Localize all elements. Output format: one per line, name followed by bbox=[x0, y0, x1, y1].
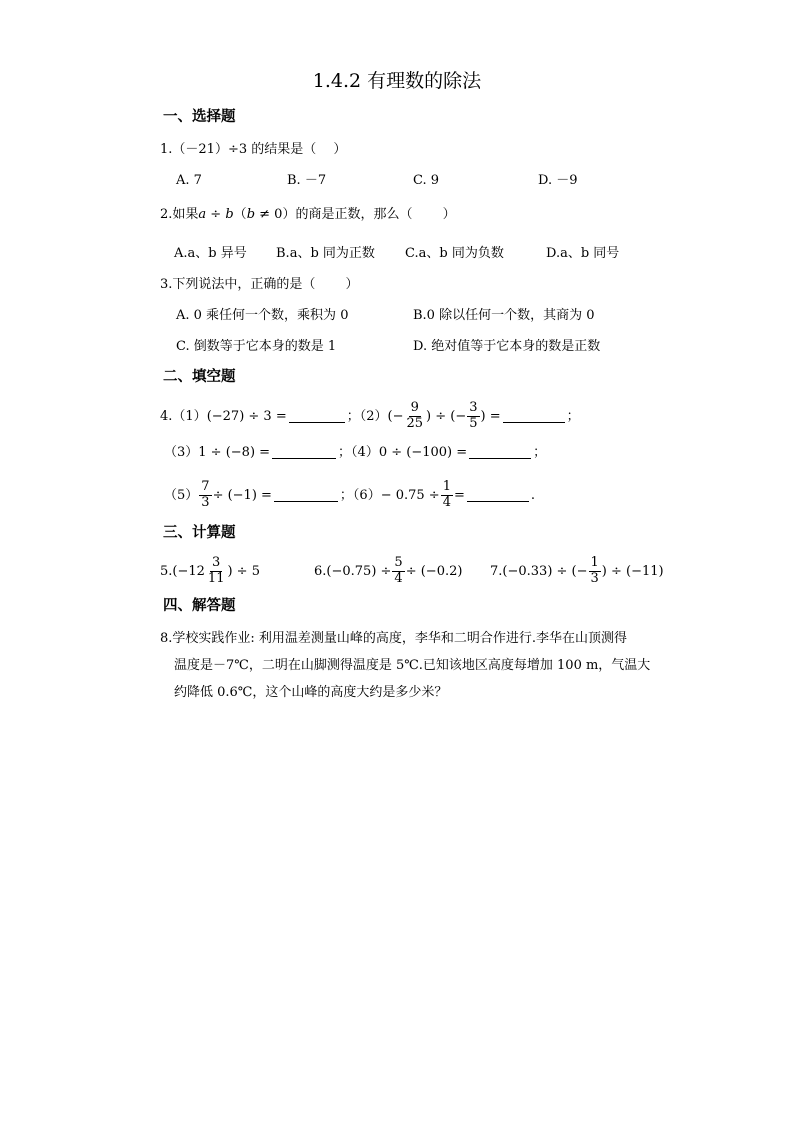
question-4-row-3: （5） $\frac{7}{3}$ ÷ (−1) = ；（6） − 0.75 ÷ $\frac{1}{4}$ = . bbox=[164, 478, 536, 510]
question-4-row-2: （3） 1 ÷ (−8) = ；（4） 0 ÷ (−100) = ； bbox=[164, 445, 547, 460]
question-1-option-a: A. 7 bbox=[176, 173, 202, 188]
question-8-line-3: 约降低 0.6℃，这个山峰的高度大约是多少米？ bbox=[174, 685, 448, 700]
question-3-option-c: C. 倒数等于它本身的数是 1 bbox=[176, 339, 337, 354]
question-3-option-a: A. 0 乘任何一个数，乘积为 0 bbox=[176, 308, 349, 323]
question-3-stem: 3.下列说法中，正确的是（ ） bbox=[160, 277, 359, 292]
answer-blank[interactable] bbox=[274, 489, 338, 502]
page-title: 1.4.2 有理数的除法 bbox=[312, 70, 482, 92]
question-1-option-b: B. －7 bbox=[287, 173, 327, 188]
section-heading-choice: 一、选择题 bbox=[163, 108, 236, 125]
fraction: $\frac{5}{4}$ bbox=[394, 554, 403, 586]
question-2-option-d: D.a、b 同号 bbox=[546, 246, 620, 261]
question-8-line-2: 温度是－7℃，二明在山脚测得温度是 5℃.已知该地区高度每增加 100 m，气温大 bbox=[174, 658, 651, 673]
question-6: 6. (−0.75) ÷ $\frac{5}{4}$ ÷ (−0.2) bbox=[314, 554, 463, 586]
question-2-stem: 2.如果a ÷ b（b ≠ 0）的商是正数，那么（ ） bbox=[160, 207, 456, 222]
section-heading-fill: 二、填空题 bbox=[163, 368, 236, 385]
fraction: $\frac{1}{3}$ bbox=[590, 554, 599, 586]
fraction: $\frac{7}{3}$ bbox=[201, 478, 210, 510]
answer-blank[interactable] bbox=[469, 446, 531, 459]
fraction: $\frac{9}{25}$ bbox=[406, 399, 424, 431]
question-5: 5. (−12 $\frac{3}{11}$ ) ÷ 5 bbox=[160, 554, 260, 586]
fraction: $\frac{3}{11}$ bbox=[207, 554, 225, 586]
question-4-row-1: 4.（1） (−27) ÷ 3 = ；（2） (− $\frac{9}{25}$ ) ÷ (− $\frac{3}{5}$ ) = ； bbox=[160, 399, 580, 431]
question-8-line-1: 8.学校实践作业: 利用温差测量山峰的高度，李华和二明合作进行.李华在山顶测得 bbox=[160, 631, 628, 646]
question-7: 7. (−0.33) ÷ (− $\frac{1}{3}$ ) ÷ (−11) bbox=[490, 554, 664, 586]
fraction: $\frac{3}{5}$ bbox=[469, 399, 478, 431]
section-heading-solve: 四、解答题 bbox=[163, 597, 236, 614]
question-2-option-a: A.a、b 异号 bbox=[174, 246, 247, 261]
question-8-text bbox=[160, 625, 670, 706]
question-1-option-c: C. 9 bbox=[413, 173, 440, 188]
question-2-option-b: B.a、b 同为正数 bbox=[276, 246, 375, 261]
section-heading-calc: 三、计算题 bbox=[163, 524, 236, 541]
answer-blank[interactable] bbox=[467, 489, 529, 502]
question-3-option-b: B.0 除以任何一个数，其商为 0 bbox=[413, 308, 595, 323]
answer-blank[interactable] bbox=[272, 446, 336, 459]
answer-blank[interactable] bbox=[503, 410, 565, 423]
fraction: $\frac{1}{4}$ bbox=[442, 478, 451, 510]
question-1-option-d: D. －9 bbox=[538, 173, 578, 188]
answer-blank[interactable] bbox=[289, 410, 345, 423]
question-1-stem: 1.（－21）÷3 的结果是（ ） bbox=[160, 142, 347, 157]
question-2-option-c: C.a、b 同为负数 bbox=[405, 246, 504, 261]
question-3-option-d: D. 绝对值等于它本身的数是正数 bbox=[413, 339, 601, 354]
